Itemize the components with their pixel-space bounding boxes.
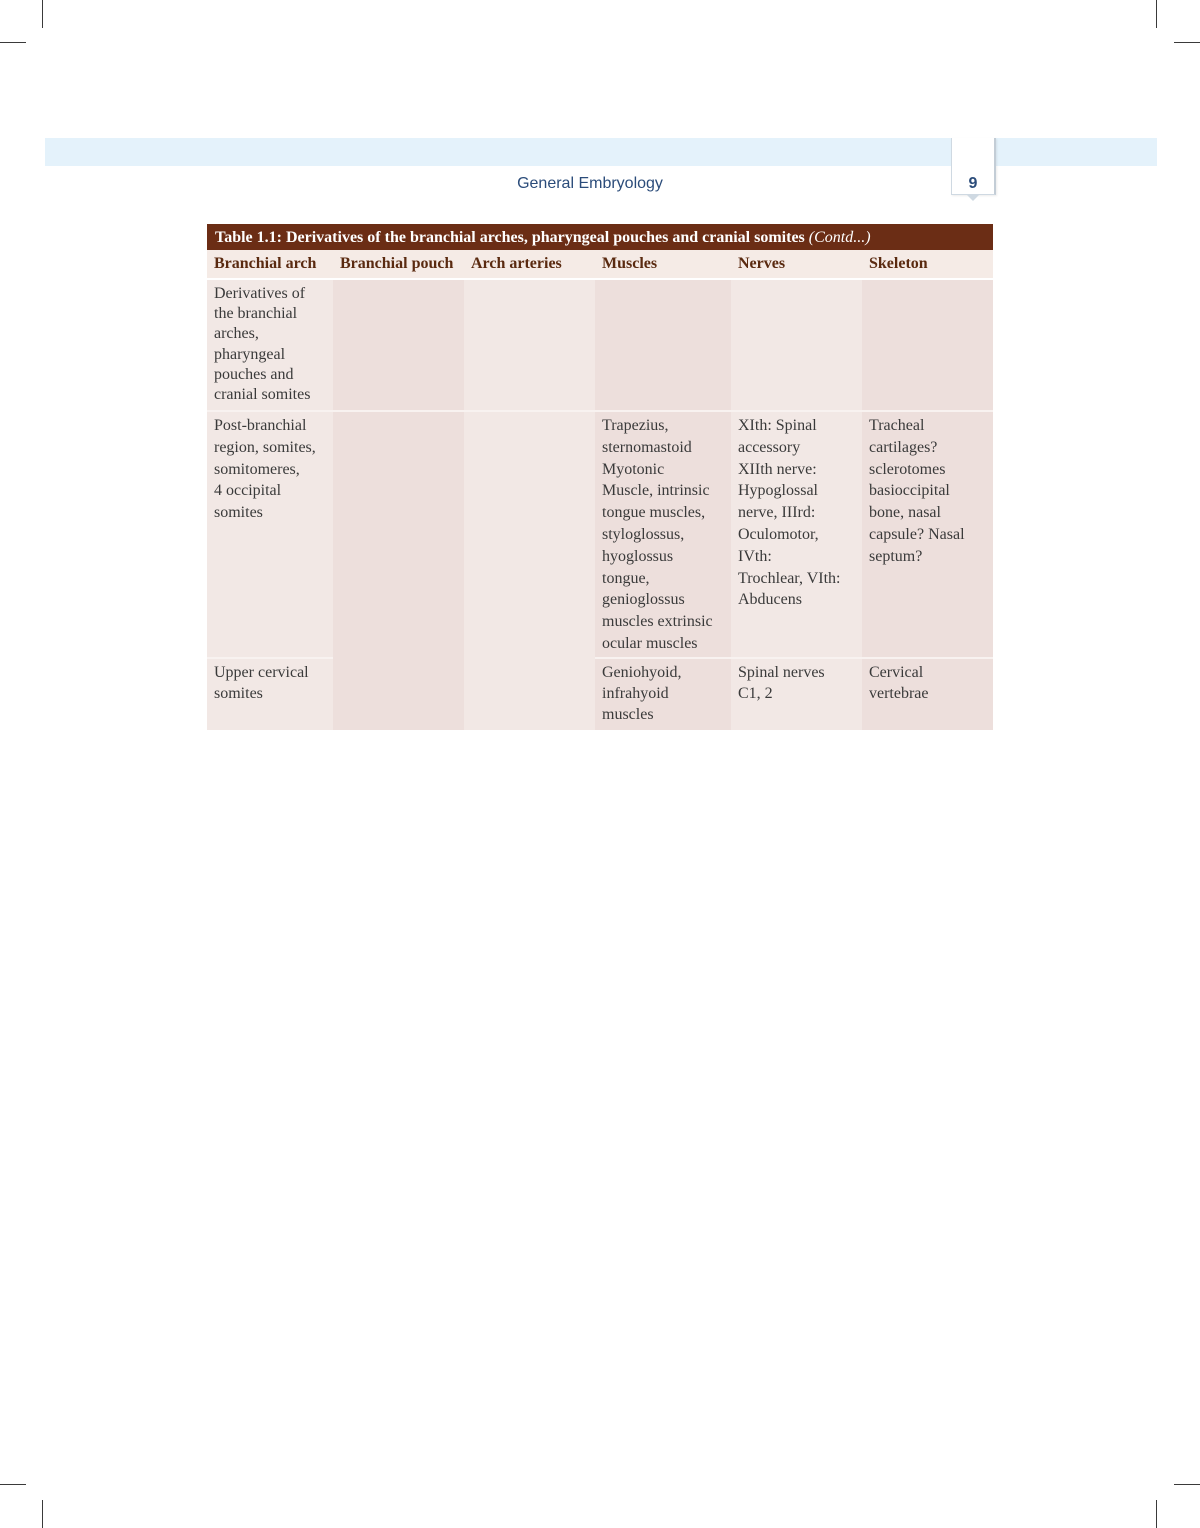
- cell-text: Post-branchial region, somites, somitomeres, 4 occipital somites: [214, 417, 316, 522]
- table-cell-branchial-arch: [207, 411, 333, 658]
- crop-mark: [1156, 0, 1157, 28]
- table-cell-muscles: [595, 411, 731, 658]
- table-cell-muscles: [595, 658, 731, 730]
- table-cell-branchial-arch: [207, 658, 333, 730]
- table-header-row: [207, 250, 993, 279]
- table-cell-nerves: [731, 658, 862, 730]
- cell-text: Upper cervical somites: [214, 664, 309, 702]
- column-header: Branchial pouch: [333, 250, 464, 279]
- column-header: Skeleton: [862, 250, 993, 279]
- table-row: [207, 411, 993, 658]
- table-cell-arch-arteries: [464, 658, 595, 730]
- crop-mark: [42, 0, 43, 28]
- table-cell-branchial-pouch: [333, 411, 464, 658]
- cell-text: Geniohyoid, infrahyoid muscles: [602, 664, 682, 723]
- crop-mark: [1174, 42, 1200, 43]
- table-cell-arch-arteries: [464, 411, 595, 658]
- table-cell-arch-arteries: [464, 279, 595, 411]
- running-title: General Embryology: [517, 175, 663, 192]
- table-caption-title: Table 1.1: Derivatives of the branchial arches, pharyngeal pouches and cranial somites: [215, 229, 805, 246]
- crop-mark: [0, 1484, 26, 1485]
- table-caption: [207, 224, 993, 250]
- column-header: Arch arteries: [464, 250, 595, 279]
- column-header: Branchial arch: [207, 250, 333, 279]
- cell-text: Derivatives of the branchial arches, pharyngeal pouches and cranial somites: [214, 285, 311, 404]
- table-row: [207, 658, 993, 730]
- cell-text: Trapezius, sternomastoid Myotonic Muscle, intrinsic tongue muscles, styloglossus, hyoglossus tongue, genioglossus muscles extrinsic ocular muscles: [602, 417, 713, 652]
- page-number: 9: [968, 175, 978, 192]
- cell-text: Tracheal cartilages? sclerotomes basioccipital bone, nasal capsule? Nasal septum?: [869, 417, 965, 565]
- table-cell-nerves: [731, 411, 862, 658]
- table-cell-skeleton: [862, 411, 993, 658]
- table-cell-nerves: [731, 279, 862, 411]
- cell-text: Cervical vertebrae: [869, 664, 929, 702]
- page-number-tab: [951, 138, 996, 195]
- crop-mark: [1156, 1500, 1157, 1528]
- crop-mark: [42, 1500, 43, 1528]
- table-cell-muscles: [595, 279, 731, 411]
- crop-mark: [0, 42, 26, 43]
- table-row: [207, 279, 993, 411]
- cell-text: XIth: Spinal accessory XIIth nerve: Hypoglossal nerve, IIIrd: Oculomotor, IVth: Trochlear, VIth: Abducens: [738, 417, 841, 609]
- table-cell-branchial-pouch: [333, 279, 464, 411]
- table-body: [207, 250, 993, 730]
- column-header: Nerves: [731, 250, 862, 279]
- table-cell-skeleton: [862, 279, 993, 411]
- table-cell-branchial-arch: [207, 279, 333, 411]
- table-cell-skeleton: [862, 658, 993, 730]
- cell-text: Spinal nerves C1, 2: [738, 664, 825, 702]
- table-caption-continued: (Contd...): [808, 229, 871, 246]
- column-header: Muscles: [595, 250, 731, 279]
- table-cell-branchial-pouch: [333, 658, 464, 730]
- derivatives-table: [207, 224, 993, 730]
- crop-mark: [1174, 1484, 1200, 1485]
